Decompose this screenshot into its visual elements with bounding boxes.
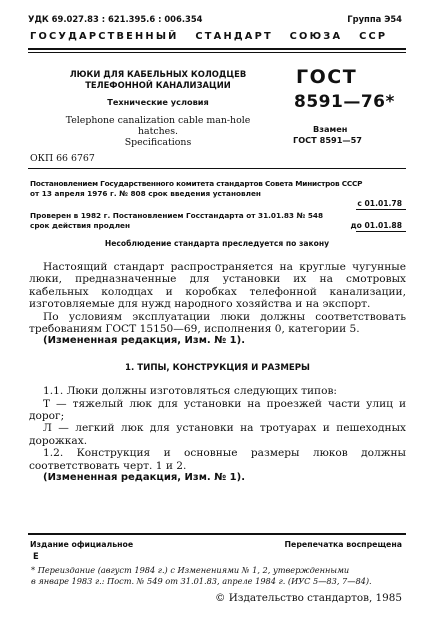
clause-1-2: 1.2. Конструкция и основные размеры люков должны соответствовать черт. 1 и 2.	[29, 447, 406, 472]
legal-warning: Несоблюдение стандарта преследуется по закону	[104, 239, 330, 248]
udk-code: УДК 69.027.83 : 621.395.6 : 006.354	[28, 14, 203, 24]
okp-code: ОКП 66 6767	[30, 153, 95, 164]
gost-number: 8591—76*	[294, 92, 395, 112]
english-title-line2: hatches.	[137, 126, 179, 137]
footer-rule-thick	[28, 533, 406, 535]
english-title-line3: Specifications	[124, 137, 192, 148]
header-rule-thick	[28, 48, 406, 50]
type-t-description: Т — тяжелый люк для установки на проезжей части улиц и дорог;	[29, 397, 406, 423]
document-subtitle: Технические условия	[107, 97, 209, 107]
operating-conditions-paragraph: По условиям эксплуатации люки должны соответствовать требованиям ГОСТ 15150—69, исполнения 0, категории 5.	[29, 310, 406, 336]
decree-line4: срок действия продлен	[30, 221, 131, 230]
reissue-note-line1: * Переиздание (август 1984 г.) с Изменениями № 1, 2, утвержденными	[31, 565, 350, 575]
intro-paragraph: Настоящий стандарт распространяется на круглые чугунные люки, предназначенные для установки их на смотровых кабельных колодцах и коробках телефонной канализации, изготовляемые для нужд народного хозяйства и на экспорт.	[29, 261, 406, 311]
title-block-rule	[28, 168, 406, 169]
amendment-note-2: (Измененная редакция, Изм. № 1).	[43, 472, 246, 484]
header-rule-thin	[28, 52, 406, 53]
edition-letter: Е	[33, 551, 39, 561]
decree-line3: Проверен в 1982 г. Постановлением Госстандарта от 31.01.83 № 548	[30, 211, 324, 220]
type-l-description: Л — легкий люк для установки на тротуарах и пешеходных дорожках.	[29, 422, 406, 447]
amendment-note-1: (Измененная редакция, Изм. № 1).	[43, 335, 246, 347]
reprint-prohibited: Перепечатка воспрещена	[284, 540, 402, 549]
gost-label: ГОСТ	[296, 66, 358, 88]
document-title-line1: ЛЮКИ ДЛЯ КАБЕЛЬНЫХ КОЛОДЦЕВ	[69, 69, 247, 79]
section-heading: 1. ТИПЫ, КОНСТРУКЦИЯ И РАЗМЕРЫ	[125, 362, 310, 373]
official-edition: Издание официальное	[30, 540, 134, 549]
reissue-note-line2: в январе 1983 г.: Пост. № 549 от 31.01.83, апреле 1984 г. (ИУС 5—83, 7—84).	[31, 576, 372, 586]
document-title-line2: ТЕЛЕФОННОЙ КАНАЛИЗАЦИИ	[85, 80, 231, 90]
effective-date-rule	[356, 209, 406, 210]
effective-date: с 01.01.78	[357, 199, 402, 208]
extended-date: до 01.01.88	[350, 221, 402, 230]
body-text	[29, 261, 406, 485]
state-standard-banner: ГОСУДАРСТВЕННЫЙ СТАНДАРТ СОЮЗА ССР	[30, 31, 388, 42]
replaces-label: Взамен	[313, 124, 348, 134]
decree-line1: Постановлением Государственного комитета стандартов Совета Министров СССР	[30, 179, 363, 188]
english-title-line1: Telephone canalization cable man-hole	[65, 115, 251, 126]
replaces-value: ГОСТ 8591—57	[293, 135, 362, 145]
decree-line2: от 13 апреля 1976 г. № 808 срок введения установлен	[30, 189, 261, 198]
group-code: Группа Э54	[347, 14, 402, 24]
publisher-copyright: © Издательство стандартов, 1985	[215, 592, 402, 604]
extended-date-rule	[356, 231, 406, 232]
clause-1-1: 1.1. Люки должны изготовляться следующих типов:	[43, 385, 337, 398]
